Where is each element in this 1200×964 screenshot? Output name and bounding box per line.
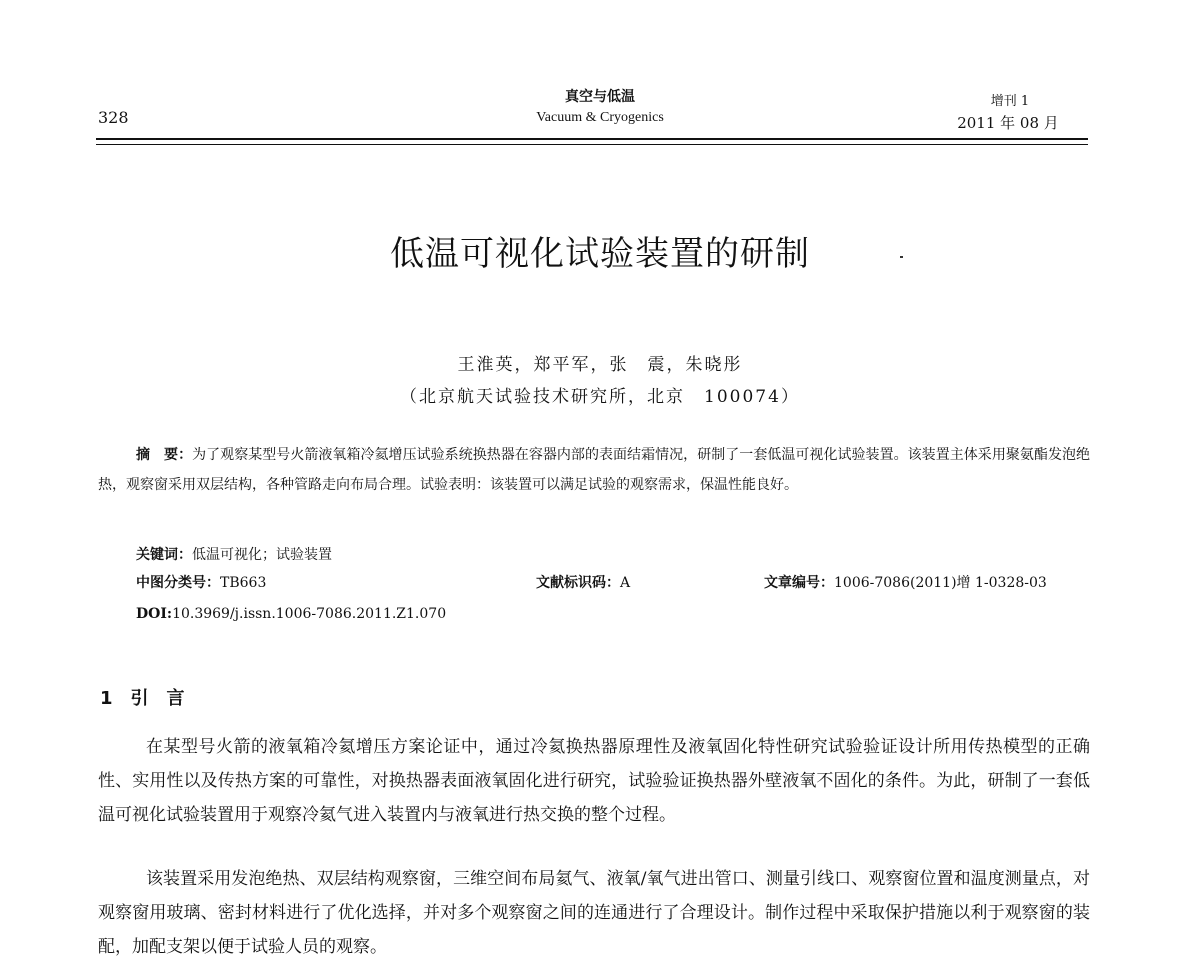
header-rule-thin [96, 144, 1088, 145]
keywords [136, 544, 332, 564]
doi [136, 606, 446, 622]
classification-label: 中图分类号： [136, 575, 220, 591]
doc-code-value: A [620, 575, 631, 591]
header-rule-thick [96, 138, 1088, 140]
journal-title-cn: 真空与低温 [565, 89, 635, 105]
journal-title-en: Vacuum & Cryogenics [536, 110, 664, 125]
doi-value: 10.3969/j.issn.1006-7086.2011.Z1.070 [172, 606, 447, 622]
article-title: 低温可视化试验装置的研制 [390, 234, 810, 274]
abstract [98, 440, 1090, 500]
scan-speck [900, 256, 903, 258]
classification-value: TB663 [220, 575, 267, 591]
article-no-label: 文章编号： [764, 575, 834, 591]
page-number: 328 [98, 108, 129, 127]
article-no-value: 1006-7086(2011)增 1-0328-03 [834, 575, 1047, 591]
abstract-label: 摘 要： [136, 447, 193, 463]
keywords-text: 低温可视化；试验装置 [192, 547, 332, 563]
classification-number [136, 572, 266, 592]
author-list: 王淮英，郑平军，张 震，朱晓彤 [457, 355, 743, 375]
affiliation: （北京航天试验技术研究所，北京 100074） [400, 387, 800, 407]
doi-label: DOI: [136, 606, 173, 622]
body-paragraph: 在某型号火箭的液氧箱冷氦增压方案论证中，通过冷氦换热器原理性及液氧固化特性研究试验验证设计所用传热模型的正确性、实用性以及传热方案的可靠性，对换热器表面液氧固化进行研究，试验验证换热器外壁液氧不固化的条件。为此，研制了一套低温可视化试验装置用于观察冷氦气进入装置内与液氧进行热交换的整个过程。 [98, 737, 1090, 825]
issue-label: 增刊 1 [990, 94, 1030, 109]
article-number [764, 572, 1047, 592]
abstract-text: 为了观察某型号火箭液氧箱冷氦增压试验系统换热器在容器内部的表面结霜情况，研制了一套低温可视化试验装置。该装置主体采用聚氨酯发泡绝热，观察窗采用双层结构，各种管路走向布局合理。试验表明：该装置可以满足试验的观察需求，保温性能良好。 [98, 447, 1091, 493]
section-heading: 1 引 言 [100, 688, 185, 709]
keywords-label: 关键词： [136, 547, 192, 563]
issue-date: 2011 年 08 月 [957, 114, 1059, 132]
body-paragraph: 该装置采用发泡绝热、双层结构观察窗，三维空间布局氦气、液氧/氧气进出管口、测量引线口、观察窗位置和温度测量点，对观察窗用玻璃、密封材料进行了优化选择，并对多个观察窗之间的连通进行了合理设计。制作过程中采取保护措施以利于观察窗的装配，加配支架以便于试验人员的观察。 [98, 869, 1090, 957]
document-code [536, 572, 630, 592]
doc-code-label: 文献标识码： [536, 575, 620, 591]
